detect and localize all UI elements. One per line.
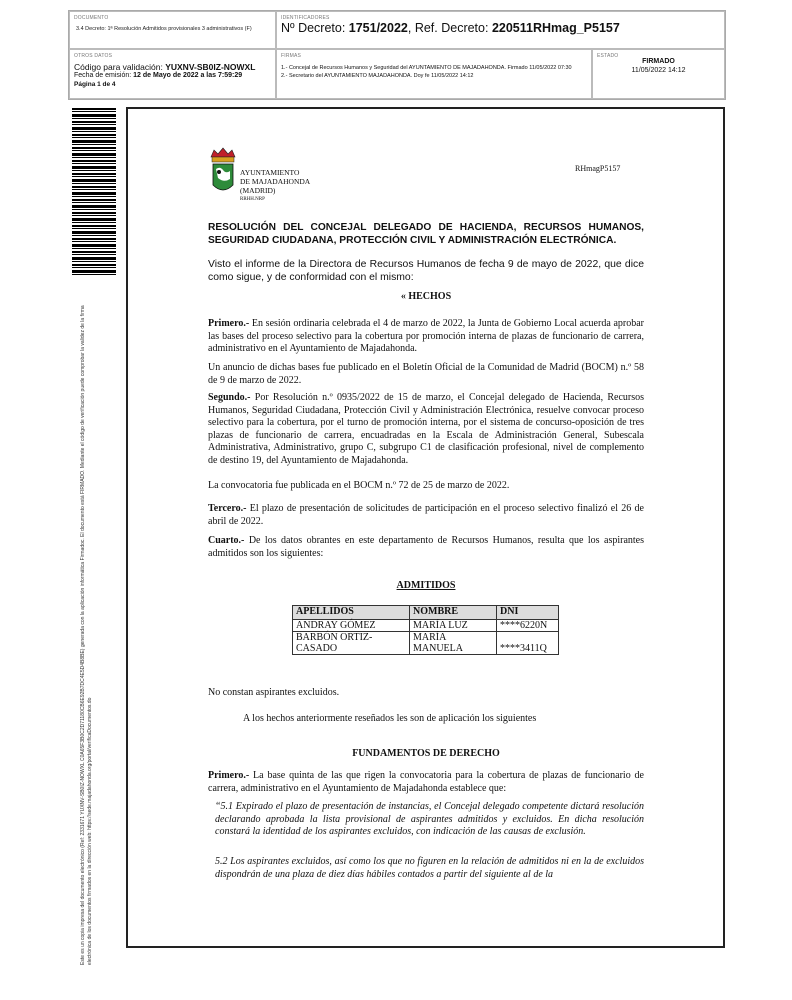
cuarto-text: De los datos obrantes en este departamento de Recursos Humanos, resulta que los aspirantes admitidos son los siguientes: xyxy=(208,535,644,559)
paragraph-anuncio: Un anuncio de dichas bases fue publicado en el Boletín Oficial de la Comunidad de Madrid (BOCM) n.º 58 de 9 de marzo de 2022. xyxy=(208,362,644,386)
primero-label: Primero.- xyxy=(208,318,250,329)
fecha-prefix: Fecha de emisión: xyxy=(74,72,134,79)
identificadores-label: IDENTIFICADORES xyxy=(281,15,330,21)
hechos-heading: « HECHOS xyxy=(400,291,452,302)
tercero-label: Tercero.- xyxy=(208,503,247,514)
cell-nombre: MARÍA MANUELA xyxy=(410,632,497,655)
col-apellidos: APELLIDOS xyxy=(293,606,410,620)
decreto-number: 1751/2022 xyxy=(348,21,408,35)
otros-label: OTROS DATOS xyxy=(74,53,113,59)
cell-dni: ****3411Q xyxy=(497,632,559,655)
codigo-validacion xyxy=(74,62,255,72)
col-nombre: NOMBRE xyxy=(410,606,497,620)
estado-fecha: 11/05/2022 14:12 xyxy=(631,67,686,74)
firma-1: 1.- Concejal de Recursos Humanos y Seguridad del AYUNTAMIENTO DE MAJADAHONDA. Firmado 11/05/2022 07:30 xyxy=(281,65,572,71)
cuarto-label: Cuarto.- xyxy=(208,535,245,546)
fundamento-primero-label: Primero.- xyxy=(208,770,250,781)
excluidos-line: No constan aspirantes excluidos. xyxy=(208,687,340,698)
decreto-prefix: Nº Decreto: xyxy=(281,21,349,35)
decreto-mid: , Ref. Decreto: xyxy=(407,21,492,35)
paragraph-tercero xyxy=(208,503,644,528)
firmas-label: FIRMAS xyxy=(281,53,302,59)
doc-ref: RHmagP5157 xyxy=(575,164,621,173)
paragraph-primero xyxy=(208,318,644,356)
visto-paragraph: Visto el informe de la Directora de Recursos Humanos de fecha 9 de mayo de 2022, que dice como sigue, y de conformidad con el mismo: xyxy=(208,259,644,283)
segundo-label: Segundo.- xyxy=(208,392,251,403)
ayto-line-1: AYUNTAMIENTO xyxy=(240,168,300,177)
identificadores-cell xyxy=(276,11,725,49)
col-dni: DNI xyxy=(497,606,559,620)
paragraph-cuarto xyxy=(208,535,644,560)
cell-apellidos: ANDRAY GÓMEZ xyxy=(293,620,410,632)
ayuntamiento-block xyxy=(240,168,310,204)
estado-cell xyxy=(592,49,725,99)
cell-nombre: MARÍA LUZ xyxy=(410,620,497,632)
decreto-ref: 220511RHmag_P5157 xyxy=(491,21,620,35)
fecha-value: 12 de Mayo de 2022 a las 7:59:29 xyxy=(133,72,243,79)
table-header-row xyxy=(293,606,559,620)
fundamento-primero xyxy=(208,770,644,795)
firma-2: 2.- Secretario del AYUNTAMIENTO MAJADAHONDA. Doy fe 11/05/2022 14:12 xyxy=(281,73,474,79)
cell-dni: ****6220N xyxy=(497,620,559,632)
aplicacion-line: A los hechos anteriormente reseñados les son de aplicación los siguientes xyxy=(243,713,537,724)
decreto-line xyxy=(281,21,620,35)
codigo-value[interactable]: YUXNV-SB0IZ-NOWXL xyxy=(165,62,256,72)
ayto-line-3: (MADRID) xyxy=(240,186,276,195)
documento-cell xyxy=(69,11,276,49)
pagina: Página 1 de 4 xyxy=(74,81,116,88)
paragraph-convocatoria: La convocatoria fue publicada en el BOCM n.º 72 de 25 de marzo de 2022. xyxy=(208,480,510,491)
barcode xyxy=(72,108,116,276)
estado-label: ESTADO xyxy=(597,53,619,59)
table-row xyxy=(293,620,559,632)
primero-text: En sesión ordinaria celebrada el 4 de marzo de 2022, la Junta de Gobierno Local acuerda aprobar las bases del proceso selectivo para la cobertura por promoción interna de plazas de funcionario de carrera, administrativo en el Ayuntamiento de Majadahonda. xyxy=(208,318,644,354)
table-row xyxy=(293,632,559,655)
quote-5-1: “5.1 Expirado el plazo de presentación de instancias, el Concejal delegado competente dictará resolución declarando aprobada la lista provisional de aspirantes admitidos y excluidos. En dicha resolución constará la identidad de los aspirantes excluidos, con indicación de las causas de exclusión. xyxy=(215,801,644,837)
resolution-title: RESOLUCIÓN DEL CONCEJAL DELEGADO DE HACIENDA, RECURSOS HUMANOS, SEGURIDAD CIUDADANA, PROTECCIÓN CIVIL Y ADMINISTRACIÓN ELECTRÓNICA. xyxy=(208,222,644,246)
paragraph-segundo xyxy=(208,392,644,467)
codigo-prefix: Código para validación: xyxy=(74,62,166,72)
estado-value: FIRMADO xyxy=(642,58,675,65)
ayto-line-4: RRHH.NRP xyxy=(240,197,265,202)
fundamento-primero-text: La base quinta de las que rigen la convocatoria para la cobertura de plazas de funcionario de carrera, administrativo en el Ayuntamiento de Majadahonda establece que: xyxy=(208,770,644,794)
crest-logo-icon xyxy=(208,147,238,199)
document-header xyxy=(68,10,726,100)
segundo-text: Por Resolución n.º 0935/2022 de 15 de marzo, el Concejal delegado de Hacienda, Recursos Humanos, Seguridad Ciudadana, Protección Civil y Administración Electrónica, resuelve convocar proceso selectivo para la cobertura, por el turno de promoción interna, por el sistema de concurso-oposición de tres plazas de funcionario de carrera, encuadradas en la Escala de Administración General, Subescala Administrativa, Administrativo, grupo C, subgrupo C1 de clasificación profesional, nivel de complemento de destino 19, del Ayuntamiento de Majadahonda. xyxy=(208,392,644,466)
cell-apellidos: BARBÓN ORTIZ-CASADO xyxy=(293,632,410,655)
admitidos-heading: ADMITIDOS xyxy=(396,580,456,591)
documento-label: DOCUMENTO xyxy=(74,15,109,21)
ayto-line-2: DE MAJADAHONDA xyxy=(240,177,311,186)
fecha-emision xyxy=(74,72,242,79)
admitidos-table xyxy=(292,605,559,655)
side-verification-text: Este es un copia impresa del documento electrónico (Ref: 2331671 YUXNV-SB0IZ-NOWXL C0A65F3B0C2D71180CB6E92B7DC4E5D4B8BE) generada con la aplicación informática Firmadoc. El documento está FIRMADO. Mediante el código de verificación puede comprobar la validez de la firma electrónica de los documentos firmados en la dirección web: https://sede.majadahonda.org/portal/verificaDocumentos.do xyxy=(80,305,93,965)
otros-datos-cell xyxy=(69,49,276,99)
documento-text: 3.4 Decreto: 1ª Resolución Admitidos provisionales 3 administrativos (F) xyxy=(76,26,252,32)
firmas-cell xyxy=(276,49,592,99)
quote-5-2: 5.2 Los aspirantes excluidos, así como los que no figuren en la relación de admitidos ni en la de excluidos dispondrán de una plaza de diez días hábiles contados a partir del siguiente al de la xyxy=(215,856,644,880)
tercero-text: El plazo de presentación de solicitudes de participación en el proceso selectivo finalizó el 26 de abril de 2022. xyxy=(208,503,644,527)
fundamentos-heading: FUNDAMENTOS DE DERECHO xyxy=(352,748,500,759)
